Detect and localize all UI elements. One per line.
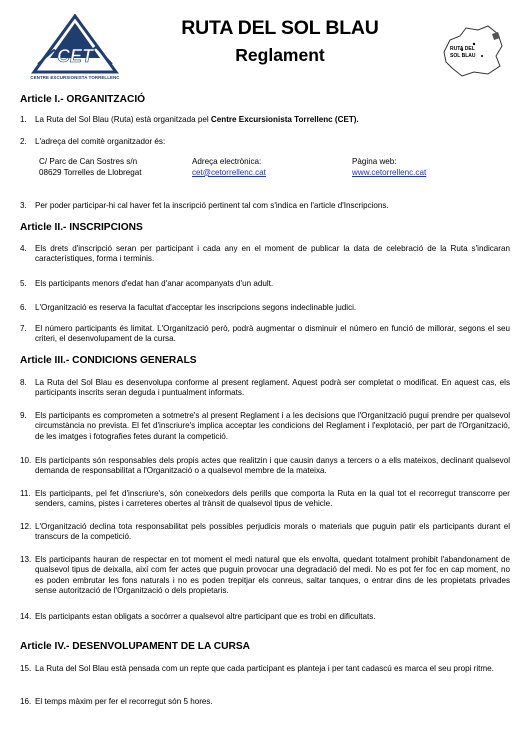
route-map-icon (440, 22, 508, 80)
article-item (20, 522, 510, 543)
item-text: L'adreça del comitè organitzador és: (35, 137, 166, 146)
item-text: Els participants estan obligats a socórrer a qualsevol altre participant que es trobi en dificultats. (35, 612, 376, 621)
item-number: 9. (20, 411, 27, 420)
article-item (20, 378, 510, 399)
item-text: El temps màxim per fer el recorregut són 5 hores. (35, 697, 213, 706)
item-text: Els participants, pel fet d'inscriure's, són coneixedors dels perills que comporta la Ruta en la qual tot el recorregut transcorre per senders, camins, pistes i carreteres obertes al trànsit de qualsevol tipus de vehicle. (35, 489, 510, 509)
item-text: Per poder participar-hi cal haver fet la inscripció pertinent tal com s'indica en l'article d'Inscripcions. (35, 201, 389, 210)
item-number: 3. (20, 201, 27, 210)
item-number: 7. (20, 324, 27, 333)
web-label: Pàgina web: (352, 157, 397, 166)
item-number: 13. (20, 555, 32, 564)
item-number: 6. (20, 303, 27, 312)
item-text: L'Organització es reserva la facultat d'acceptar les inscripcions segons indeclinable judici. (35, 303, 357, 312)
article-heading: Article II.- INSCRIPCIONS (20, 222, 143, 233)
article-heading: Article IV.- DESENVOLUPAMENT DE LA CURSA (20, 641, 251, 652)
item-text: Els participants hauran de respectar en tot moment el medi natural que els envolta, quedant totalment prohibit l'abandonament de qualsevol tipus de deixalla, així com fer actes que puguin provocar una degradació del medi. No es pot fer foc en cap moment, no es poden embrutar les fons naturals i no es poden trepitjar els conreus, saltar tanques, o entrar dins de les propietats privades sense autorització de l'Organització o dels propietaris. (35, 555, 510, 596)
item-number: 15. (20, 664, 32, 673)
address-line: 08629 Torrelles de Llobregat (39, 167, 142, 177)
article-item (20, 411, 510, 442)
article-item (20, 324, 510, 345)
article-heading: Article III.- CONDICIONS GENERALS (20, 355, 197, 366)
map-label-1: RUTA DEL (450, 46, 475, 52)
article-item (20, 456, 510, 477)
item-number: 12. (20, 522, 32, 531)
item-number: 4. (20, 244, 27, 253)
article-item (20, 244, 510, 265)
article-item (20, 555, 510, 597)
item-text: Els participants es comprometen a sotmetre's al present Reglament i a les decisions que l'Organització pugui prendre per qualsevol circumstància no prevista. El fet d'inscriure's implica acceptar les condicions del Reglament i l'explotació, per part de l'Organització, de les imatges i fotografies fetes durant la competició. (35, 411, 510, 441)
email-label: Adreça electrònica: (192, 157, 262, 166)
item-number: 14. (20, 612, 32, 621)
item-number: 8. (20, 378, 27, 387)
item-text: El número participants és limitat. L'Organització però, podrà augmentar o disminuir el número en funció de millorar, segons el seu criteri, el desenvolupament de la cursa. (35, 324, 510, 344)
page-subtitle: Reglament (235, 45, 325, 65)
item-number: 11. (20, 489, 31, 498)
item-text: Els participants són responsables dels propis actes que realitzin i que causin danys a tercers o a ells mateixos, declinant qualsevol demanda de responsabilitat a l'Organització o a qualsevol membre de la mateixa. (35, 456, 510, 476)
article-item (20, 279, 510, 289)
logo-text: CET (57, 46, 93, 66)
item-text: La Ruta del Sol Blau està pensada com un repte que cada participant es planteja i per tant cadascú es marca el seu propi ritme. (35, 664, 494, 673)
cet-logo (30, 14, 120, 86)
contact-block (39, 157, 489, 181)
article-item (20, 115, 510, 125)
article-item (20, 664, 510, 674)
item-text: L'Organització declina tota responsabilitat pels possibles perjudicis morals o materials que puguin patir els participants durant el transcurs de la competició. (35, 522, 510, 542)
item-text: Els drets d'inscripció seran per participant i cada any en el moment de publicar la data de celebració de la Ruta s'indicaran característiques, forma i terminis. (35, 244, 510, 264)
item-text: La Ruta del Sol Blau (Ruta) està organitzada pel (35, 115, 211, 124)
item-text: Els participants menors d'edat han d'anar acompanyats d'un adult. (35, 279, 274, 288)
item-text: La Ruta del Sol Blau es desenvolupa conforme al present reglament. Aquest podrà ser completat o modificat. En aquest cas, els participants inscrits seran deguda i puntualment informats. (35, 378, 510, 398)
item-text-bold: Centre Excursionista Torrellenc (CET). (210, 115, 359, 124)
article-item (20, 137, 510, 147)
logo-caption: CENTRE EXCURSIONISTA TORRELLENC (30, 75, 120, 80)
web-link[interactable]: www.cetorrellenc.cat (352, 167, 427, 177)
email-link[interactable]: cet@cetorrellenc.cat (192, 167, 266, 177)
article-item (20, 612, 510, 622)
article-item (20, 303, 510, 313)
item-number: 10. (20, 456, 32, 465)
article-heading: Article I.- ORGANITZACIÓ (20, 94, 146, 105)
article-item (20, 697, 510, 707)
item-number: 1. (20, 115, 27, 124)
map-label-2: SOL BLAU (450, 53, 476, 59)
item-number: 2. (20, 137, 27, 146)
item-number: 5. (20, 279, 27, 288)
address-line: C/ Parc de Can Sostres s/n (39, 157, 138, 166)
article-item (20, 489, 510, 510)
article-item (20, 201, 510, 211)
page-title: RUTA DEL SOL BLAU (181, 17, 379, 39)
item-number: 16. (20, 697, 32, 706)
